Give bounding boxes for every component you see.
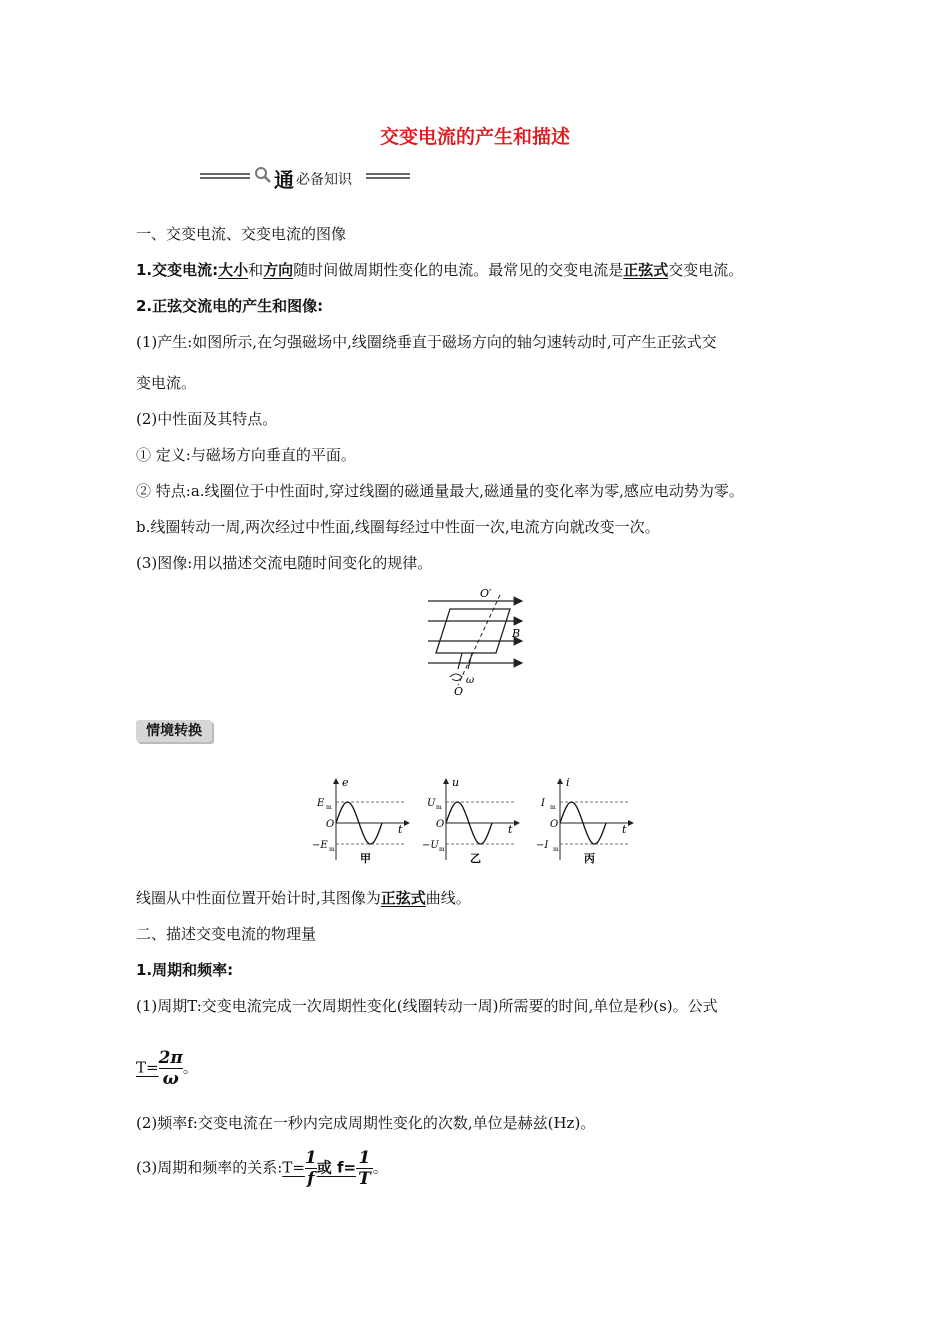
keyword-magnitude: 大小 <box>218 261 249 279</box>
trough-subscript: m <box>329 846 335 853</box>
origin-label: O <box>326 819 335 830</box>
trough-label: −I <box>536 840 549 851</box>
definition-ac <box>136 260 743 280</box>
formula-lhs: T= <box>282 1158 305 1177</box>
numerator: 1 <box>358 1148 371 1168</box>
numerator: 2π <box>158 1048 183 1068</box>
omega-label: ω <box>466 675 475 686</box>
paragraph-features-b: b.线圈转动一周,两次经过中性面,线圈每经过中性面一次,电流方向就改变一次。 <box>136 518 660 536</box>
fraction <box>356 1148 373 1189</box>
banner-divider-right <box>366 173 410 179</box>
magnifier-icon <box>254 166 272 184</box>
axis-label-bottom: O <box>454 685 464 697</box>
peak-label: E <box>317 798 325 809</box>
peak-subscript: m <box>550 804 556 811</box>
definition-lead: 1.交变电流: <box>136 261 219 279</box>
banner-icon-char: 通 <box>274 168 294 192</box>
axis-label-top: O′ <box>480 587 492 600</box>
formula-period <box>136 1048 198 1089</box>
paragraph-generation: (1)产生:如图所示,在匀强磁场中,线圈绕垂直于磁场方向的轴匀速转动时,可产生正弦式交 <box>136 333 717 351</box>
keyword-direction: 方向 <box>263 261 294 279</box>
trough-subscript: m <box>553 846 559 853</box>
graph-caption: 乙 <box>470 852 481 865</box>
subheading-sine-generation: 2.正弦交流电的产生和图像: <box>136 297 324 315</box>
x-axis-arrow <box>628 820 634 826</box>
paragraph-definition: ① 定义:与磁场方向垂直的平面。 <box>136 446 356 464</box>
ac-graph-1 <box>312 774 412 866</box>
peak-label: I <box>541 798 545 809</box>
peak-subscript: m <box>326 804 332 811</box>
section-banner <box>200 164 412 192</box>
text-segment: 随时间做周期性变化的电流。最常见的交变电流是 <box>293 261 624 279</box>
peak-label: U <box>427 798 436 809</box>
text-segment: 交变电流。 <box>668 261 744 279</box>
fraction <box>305 1148 317 1189</box>
text-segment: 。 <box>372 1158 388 1177</box>
text-segment: 曲线。 <box>425 889 471 907</box>
trough-label: −E <box>312 840 328 851</box>
paragraph-graph: (3)图像:用以描述交流电随时间变化的规律。 <box>136 554 433 572</box>
banner-divider-left <box>200 173 250 179</box>
text-segment: (3)周期和频率的关系: <box>136 1158 283 1177</box>
y-axis-arrow <box>443 778 449 784</box>
field-label: B <box>512 627 521 640</box>
subheading-period-frequency: 1.周期和频率: <box>136 961 234 979</box>
time-axis-label: t <box>508 823 513 836</box>
denominator: T <box>358 1169 371 1189</box>
sine-note <box>136 888 471 908</box>
formula-lhs: T= <box>136 1058 159 1077</box>
section-heading-2: 二、描述交变电流的物理量 <box>136 925 317 943</box>
formula-mid: 或 f= <box>316 1158 357 1177</box>
graph-caption: 丙 <box>584 852 595 865</box>
ac-graph-2 <box>422 774 522 866</box>
denominator: ω <box>159 1068 183 1089</box>
formula-relation <box>136 1148 388 1189</box>
paragraph-period: (1)周期T:交变电流完成一次周期性变化(线圈转动一周)所需要的时间,单位是秒(s)。公式 <box>136 997 718 1015</box>
page-title: 交变电流的产生和描述 <box>379 126 570 148</box>
time-axis-label: t <box>622 823 627 836</box>
rotation-arrow <box>450 674 462 681</box>
trough-label: −U <box>422 840 439 851</box>
keyword-sinusoidal: 正弦式 <box>380 889 426 907</box>
y-axis-label: i <box>566 776 570 789</box>
origin-label: O <box>436 819 445 830</box>
section-heading-1: 一、交变电流、交变电流的图像 <box>136 225 347 243</box>
y-axis-label: e <box>342 776 349 789</box>
paragraph-neutral-plane: (2)中性面及其特点。 <box>136 410 278 428</box>
paragraph-features: ② 特点:a.线圈位于中性面时,穿过线圈的磁通量最大,磁通量的变化率为零,感应电动势为零。 <box>136 482 744 500</box>
y-axis-arrow <box>557 778 563 784</box>
text-segment: 和 <box>248 261 264 279</box>
x-axis-arrow <box>404 820 410 826</box>
paragraph-frequency: (2)频率f:交变电流在一秒内完成周期性变化的次数,单位是赫兹(Hz)。 <box>136 1114 596 1132</box>
graph-caption: 甲 <box>360 852 371 865</box>
y-axis-label: u <box>452 776 460 789</box>
paragraph-generation-cont: 变电流。 <box>136 374 197 392</box>
x-axis-arrow <box>514 820 520 826</box>
scenario-tag: 情境转换 <box>136 720 212 742</box>
coil <box>436 609 510 653</box>
text-segment: 。 <box>182 1058 198 1077</box>
numerator: 1 <box>304 1148 317 1168</box>
origin-label: O <box>550 819 559 830</box>
denominator: f <box>305 1168 317 1189</box>
y-axis-arrow <box>333 778 339 784</box>
keyword-sinusoidal: 正弦式 <box>623 261 669 279</box>
ac-graph-3 <box>536 774 636 866</box>
text-segment: 线圈从中性面位置开始计时,其图像为 <box>136 889 381 907</box>
coil-leads <box>458 653 472 669</box>
trough-subscript: m <box>439 846 445 853</box>
peak-subscript: m <box>436 804 442 811</box>
coil-in-field-figure <box>420 585 530 697</box>
time-axis-label: t <box>398 823 403 836</box>
fraction <box>159 1048 183 1089</box>
banner-label: 必备知识 <box>296 172 352 188</box>
